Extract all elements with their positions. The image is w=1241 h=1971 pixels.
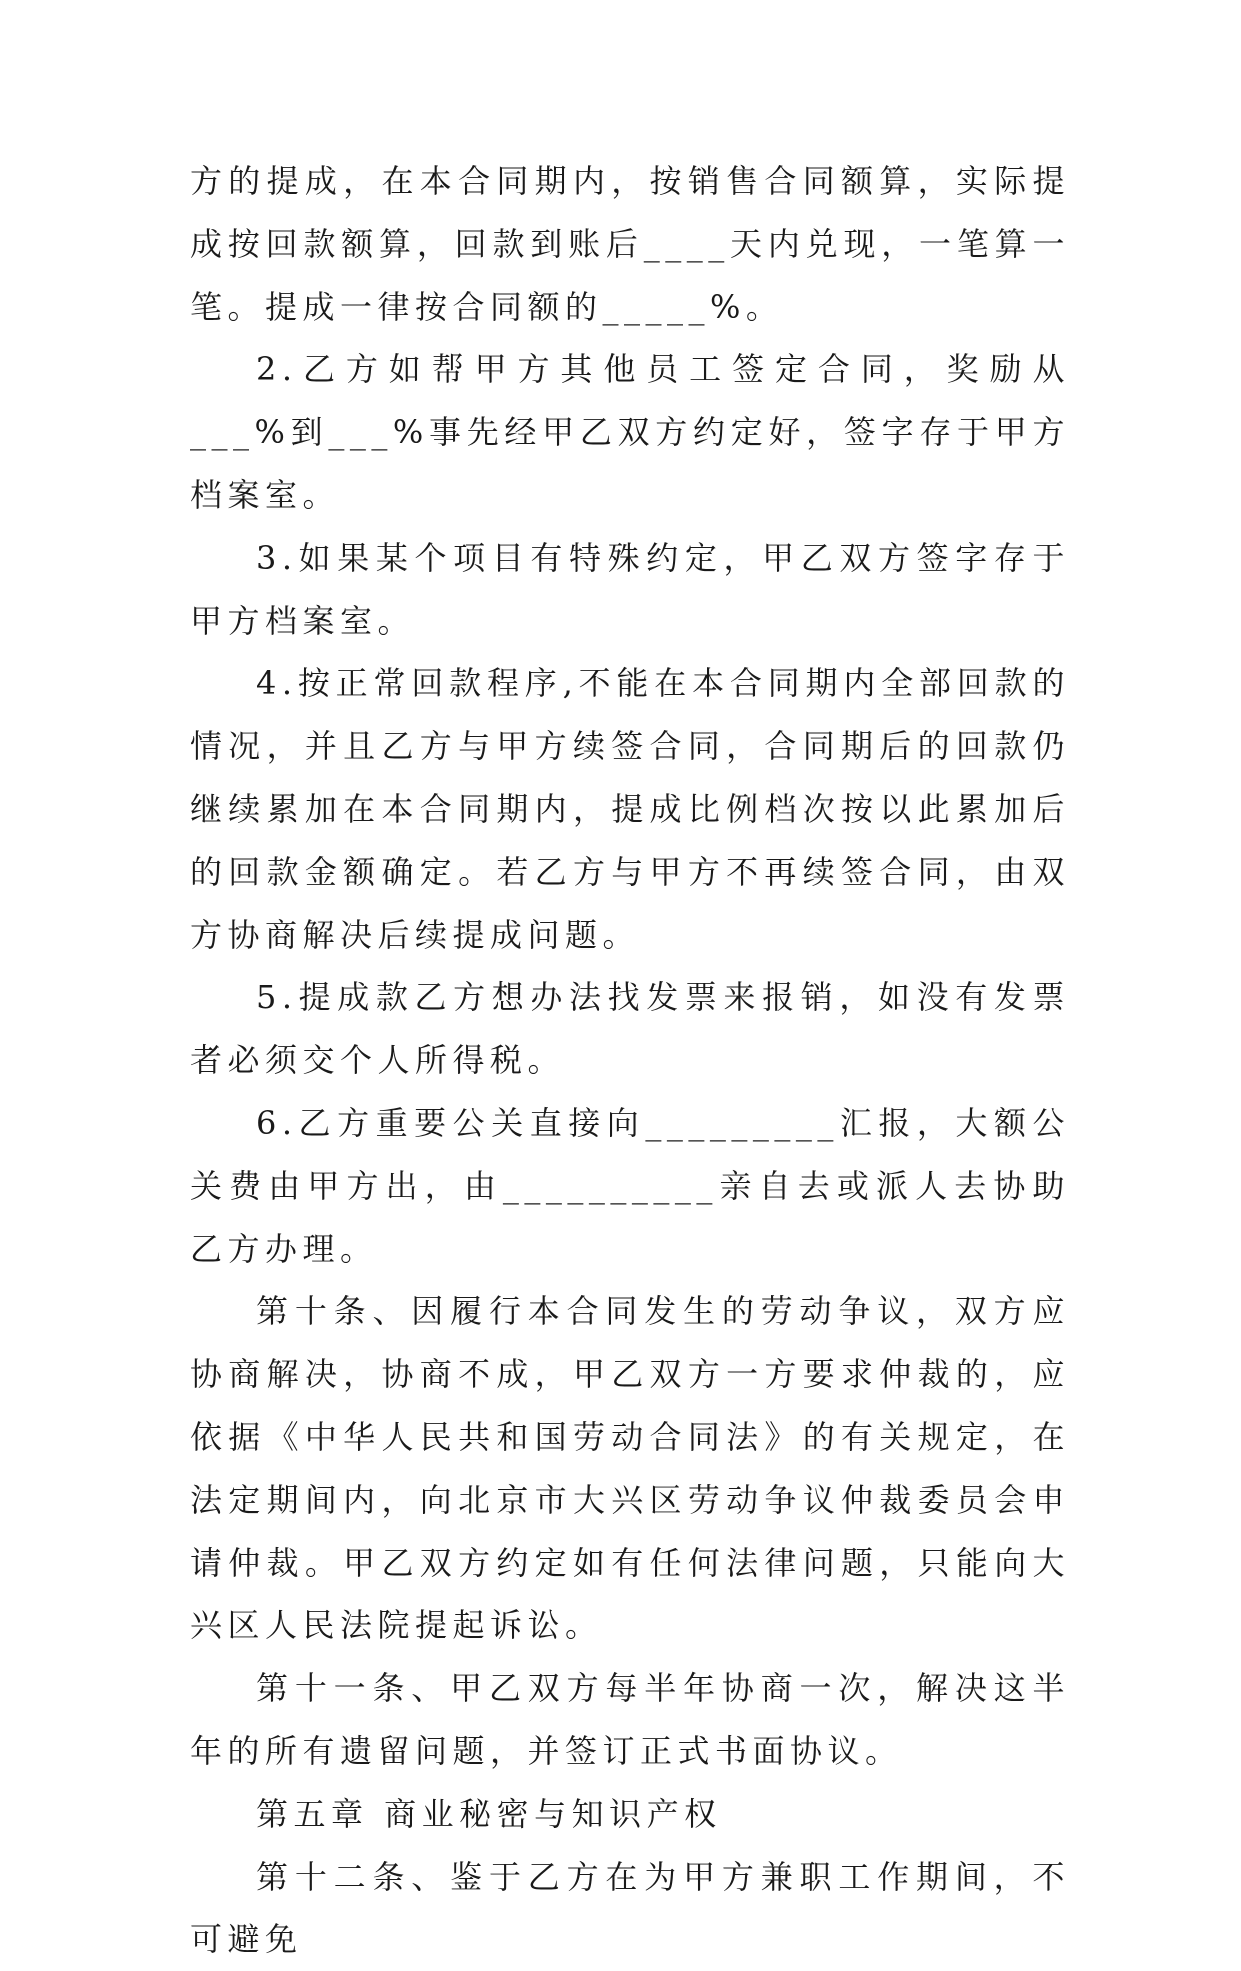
- paragraph-item-6: 6.乙方重要公关直接向_________汇报，大额公关费由甲方出，由__________亲自去或派人去协助乙方办理。: [190, 1103, 1070, 1268]
- paragraph-article-11: 第十一条、甲乙双方每半年协商一次，解决这半年的所有遗留问题，并签订正式书面协议。: [190, 1669, 1070, 1770]
- chapter-heading: 第五章 商业秘密与知识产权: [256, 1794, 722, 1833]
- paragraph-item-5: 5.提成款乙方想办法找发票来报销，如没有发票者必须交个人所得税。: [190, 978, 1070, 1080]
- paragraph-commission-terms: 方的提成，在本合同期内，按销售合同额算，实际提成按回款额算，回款到账后____天内兑现，一笔算一笔。提成一律按合同额的_____%。: [190, 162, 1070, 326]
- paragraph-article-12: 第十二条、鉴于乙方在为甲方兼职工作期间，不可避免: [190, 1857, 1070, 1959]
- paragraph-item-3: 3.如果某个项目有特殊约定，甲乙双方签字存于甲方档案室。: [190, 538, 1070, 640]
- paragraph-item-2: 2.乙方如帮甲方其他员工签定合同，奖励从___%到___%事先经甲乙双方约定好，签字存于甲方档案室。: [190, 350, 1070, 514]
- contract-text: [190, 150, 1070, 1971]
- paragraph-article-10: 第十条、因履行本合同发生的劳动争议，双方应协商解决，协商不成，甲乙双方一方要求仲裁的，应依据《中华人民共和国劳动合同法》的有关规定，在法定期间内，向北京市大兴区劳动争议仲裁委员会申请仲裁。甲乙双方约定如有任何法律问题，只能向大兴区人民法院提起诉讼。: [190, 1292, 1070, 1645]
- paragraph-item-4: 4.按正常回款程序,不能在本合同期内全部回款的情况，并且乙方与甲方续签合同，合同期后的回款仍继续累加在本合同期内，提成比例档次按以此累加后的回款金额确定。若乙方与甲方不再续签合同，由双方协商解决后续提成问题。: [190, 664, 1070, 954]
